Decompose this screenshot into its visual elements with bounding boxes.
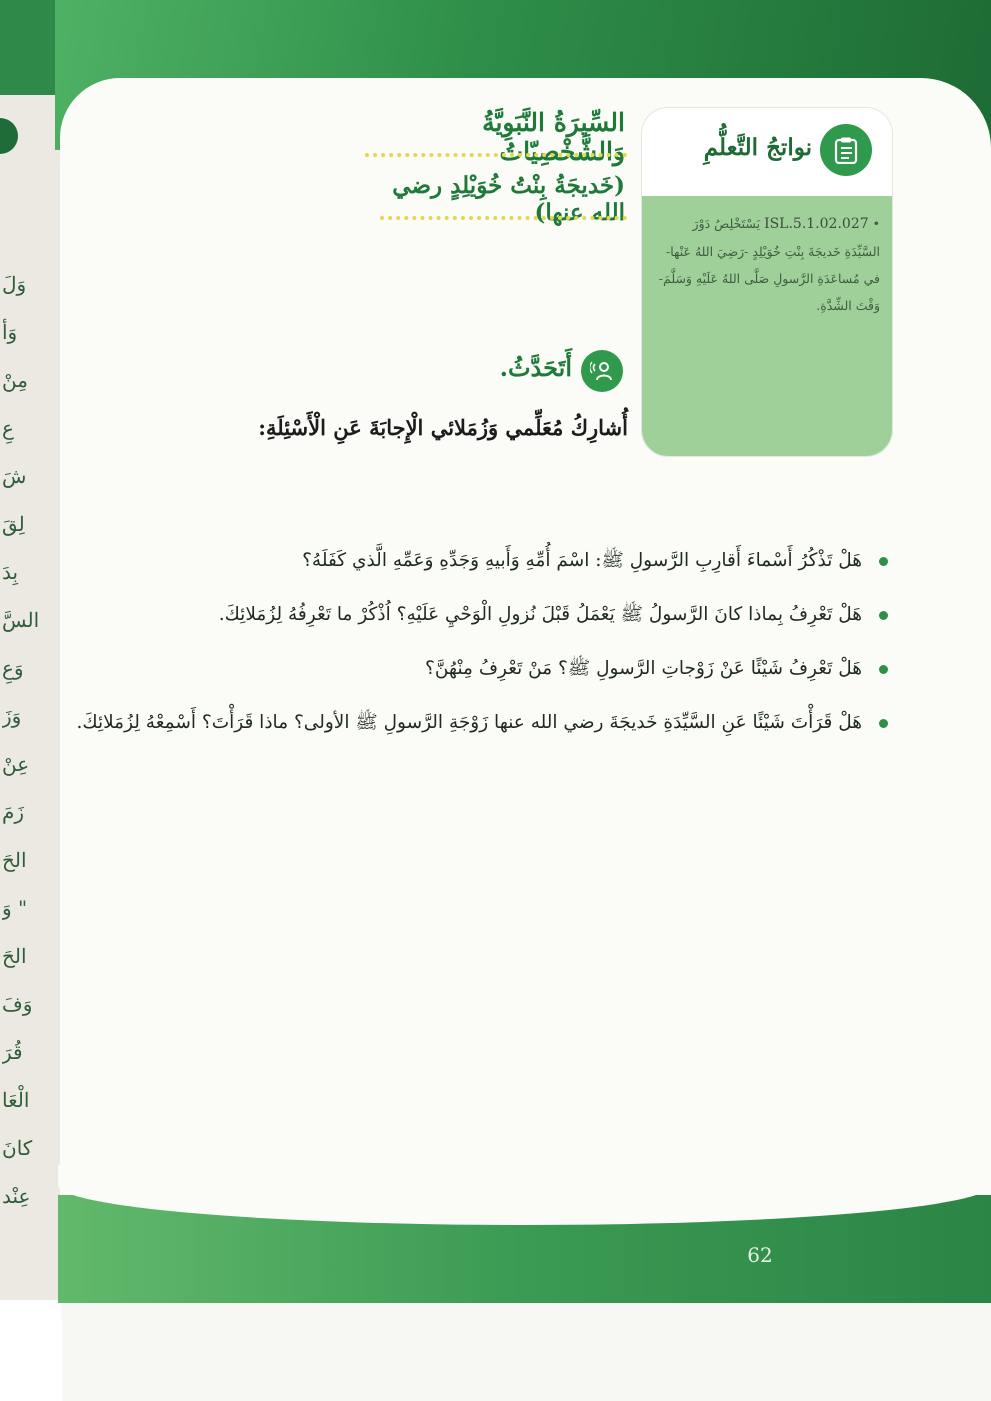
question-item: هَلْ تَذْكُرُ أَسْماءَ أَقارِبِ الرَّسولِ ﷺ: اسْمَ أُمِّهِ وَأَبيهِ وَجَدِّهِ وَعَمِّهِ الَّذي كَفَلَهُ؟ (100, 540, 890, 594)
adjacent-page-icon (0, 118, 18, 154)
speak-section-title: أَتَحَدَّثُ. (499, 353, 572, 382)
title-dotted-divider (365, 153, 627, 157)
adjacent-page-text (2, 260, 60, 1220)
learning-outcomes-title: نواتجُ التَّعلُّمِ (703, 134, 812, 161)
adjacent-line: وَأ (2, 320, 18, 344)
learning-outcome-item: • ISL.5.1.02.027 يَسْتَخْلِصُ دَوْرَ السَّيِّدَةِ خَديجَةَ بِنْتِ خُوَيْلِدٍ -رَضِيَ اللهُ عَنْها- في مُساعَدَةِ الرَّسولِ صَلَّى اللهُ عَلَيْهِ وَسَلَّمَ- وَقْتَ الشِّدَّةِ. (658, 216, 880, 313)
question-item: هَلْ قَرَأْتَ شَيْئًا عَنِ السَّيِّدَةِ خَديجَةَ رضي الله عنها زَوْجَةِ الرَّسولِ ﷺ الأولى؟ ماذا قَرَأْتَ؟ أَسْمِعْهُ لِزُمَلائِكَ. (100, 702, 890, 756)
adjacent-line: الْعَا (2, 1088, 30, 1112)
adjacent-line: قُرَ (2, 1040, 23, 1064)
subtitle-dotted-divider (380, 216, 627, 220)
adjacent-line: وَفَ (2, 992, 33, 1016)
below-page-area (62, 1303, 991, 1401)
adjacent-line: وَزَ (2, 704, 22, 728)
adjacent-line: وَعِ (2, 656, 24, 680)
adjacent-line: كانَ (2, 1136, 33, 1160)
speaking-person-icon (581, 350, 623, 392)
adjacent-line: زَمَ (2, 800, 25, 824)
lesson-title: السِّيرَةُ النَّبَوِيَّةُ وَالشَّخْصِيّاتُ (482, 108, 625, 166)
adjacent-line: وَلَ (2, 272, 27, 296)
adjacent-line: شَ (2, 464, 27, 488)
adjacent-line: عِنْ (2, 752, 30, 776)
page-number: 62 (747, 1243, 773, 1267)
lesson-subtitle: (خَديجَةُ بِنْتُ خُوَيْلِدٍ رضي الله عنها) (392, 172, 625, 226)
learning-outcomes-panel (642, 108, 892, 456)
outcome-code: ISL.5.1.02.027 (764, 216, 869, 232)
speak-instruction: أُشارِكُ مُعَلِّمي وَزُمَلائي الْإِجابَةَ عَنِ الْأَسْئِلَةِ: (258, 415, 628, 440)
adjacent-line: " وَ (2, 896, 28, 920)
adjacent-page-header (0, 0, 62, 95)
adjacent-line: بِدَ (2, 560, 19, 584)
adjacent-line: الحَ (2, 944, 27, 968)
adjacent-line: مِنْ (2, 368, 28, 392)
adjacent-line: عِ (2, 416, 14, 440)
adjacent-page (0, 0, 62, 1300)
outcome-text: يَسْتَخْلِصُ دَوْرَ السَّيِّدَةِ خَديجَةَ بِنْتِ خُوَيْلِدٍ -رَضِيَ اللهُ عَنْها- في مُساعَدَةِ الرَّسولِ صَلَّى اللهُ عَلَيْهِ وَسَلَّمَ- وَقْتَ الشِّدَّةِ. (658, 216, 880, 313)
adjacent-line: الحَ (2, 848, 27, 872)
question-item: هَلْ تَعْرِفُ بِماذا كانَ الرَّسولُ ﷺ يَعْمَلُ قَبْلَ نُزولِ الْوَحْيِ عَلَيْهِ؟ اُذْكُرْ ما تَعْرِفُهُ لِزُمَلائِكَ. (100, 594, 890, 648)
adjacent-line: لِقَ (2, 512, 25, 536)
adjacent-line: عِنْد (2, 1184, 31, 1208)
question-item: هَلْ تَعْرِفُ شَيْئًا عَنْ زَوْجاتِ الرَّسولِ ﷺ؟ مَنْ تَعْرِفُ مِنْهُنَّ؟ (100, 648, 890, 702)
question-list (76, 540, 890, 756)
adjacent-line: السَّ (2, 608, 40, 632)
clipboard-icon (820, 124, 872, 176)
